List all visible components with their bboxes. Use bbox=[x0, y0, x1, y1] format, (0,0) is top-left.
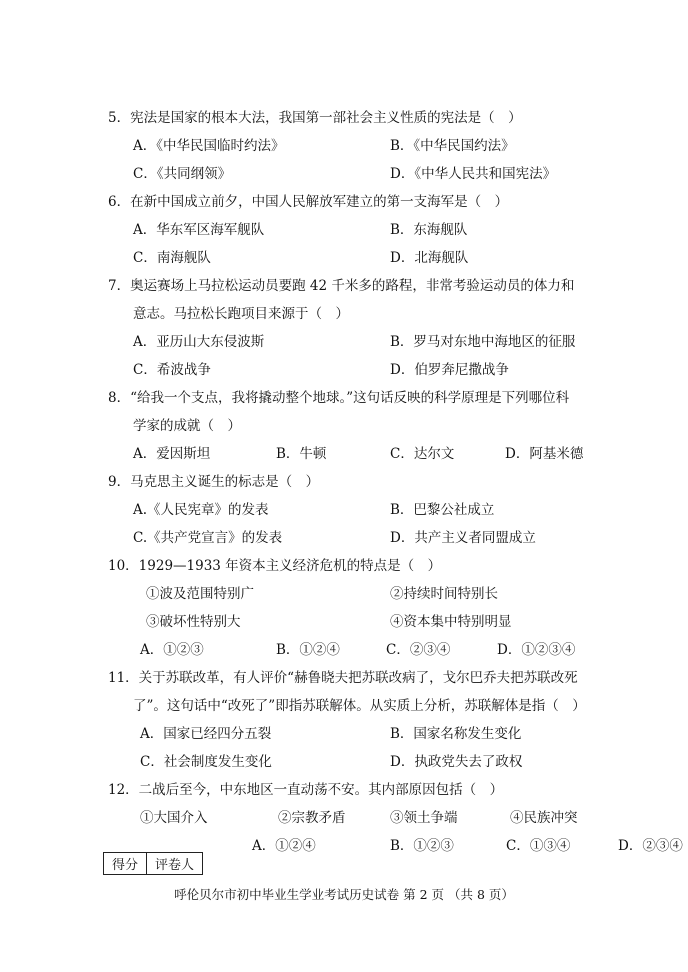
q10-item-2: ②持续时间特别长 bbox=[390, 586, 498, 602]
q12-option-d: D．②③④ bbox=[618, 838, 683, 854]
q8-option-d: D．阿基米德 bbox=[505, 446, 584, 462]
question-8-stem-line1: 8．“给我一个支点，我将撬动整个地球。”这句话反映的科学原理是下列哪位科 bbox=[108, 390, 570, 406]
q6-option-b: B．东海舰队 bbox=[390, 222, 468, 238]
q12-item-3: ③领土争端 bbox=[390, 810, 458, 826]
q12-option-a: A．①②④ bbox=[252, 838, 316, 854]
q12-option-b: B．①②③ bbox=[390, 838, 454, 854]
q7-option-a: A．亚历山大东侵波斯 bbox=[133, 334, 265, 350]
question-6-stem: 6．在新中国成立前夕，中国人民解放军建立的第一支海军是（ ） bbox=[108, 194, 509, 210]
q8-option-a: A．爱因斯坦 bbox=[133, 446, 211, 462]
q5-option-b: B．《中华民国约法》 bbox=[390, 138, 515, 154]
q6-option-c: C．南海舰队 bbox=[133, 250, 211, 266]
question-11-stem-line2: 了”。这句话中“改死了”即指苏联解体。从实质上分析，苏联解体是指（ ） bbox=[133, 698, 586, 714]
q10-option-d: D．①②③④ bbox=[497, 642, 576, 658]
q10-option-b: B．①②④ bbox=[276, 642, 340, 658]
q9-option-a: A.《人民宪章》的发表 bbox=[133, 502, 269, 518]
q10-option-a: A．①②③ bbox=[140, 642, 204, 658]
q12-item-2: ②宗教矛盾 bbox=[278, 810, 346, 826]
q11-option-a: A．国家已经四分五裂 bbox=[140, 726, 272, 742]
page-footer: 呼伦贝尔市初中毕业生学业考试历史试卷 第 2 页 （共 8 页） bbox=[174, 887, 514, 902]
question-9-stem: 9．马克思主义诞生的标志是（ ） bbox=[108, 474, 320, 490]
q12-item-1: ①大国介入 bbox=[140, 810, 208, 826]
q10-item-1: ①波及范围特别广 bbox=[146, 586, 254, 602]
q7-option-d: D．伯罗奔尼撒战争 bbox=[390, 362, 509, 378]
q9-option-d: D．共产主义者同盟成立 bbox=[390, 530, 536, 546]
q8-option-b: B．牛顿 bbox=[276, 446, 327, 462]
question-8-stem-line2: 学家的成就（ ） bbox=[133, 418, 241, 434]
question-7-stem-line1: 7．奥运赛场上马拉松运动员要跑 42 千米多的路程，非常考验运动员的体力和 bbox=[108, 278, 575, 294]
score-box bbox=[103, 852, 203, 875]
q11-option-b: B．国家名称发生变化 bbox=[390, 726, 522, 742]
grader-label: 评卷人 bbox=[147, 853, 203, 875]
question-7-stem-line2: 意志。马拉松长跑项目来源于（ ） bbox=[133, 306, 349, 322]
q5-option-a: A．《中华民国临时约法》 bbox=[133, 138, 285, 154]
score-label: 得分 bbox=[104, 853, 147, 875]
q7-option-c: C．希波战争 bbox=[133, 362, 211, 378]
question-10-stem: 10．1929—1933 年资本主义经济危机的特点是（ ） bbox=[108, 558, 442, 574]
question-5-stem: 5．宪法是国家的根本大法，我国第一部社会主义性质的宪法是（ ） bbox=[108, 110, 522, 126]
q5-option-c: C．《共同纲领》 bbox=[133, 166, 232, 182]
q9-option-b: B．巴黎公社成立 bbox=[390, 502, 495, 518]
q7-option-b: B．罗马对东地中海地区的征服 bbox=[390, 334, 576, 350]
q10-item-3: ③破坏性特别大 bbox=[146, 614, 241, 630]
question-11-stem-line1: 11．关于苏联改革，有人评价“赫鲁晓夫把苏联改病了，戈尔巴乔夫把苏联改死 bbox=[108, 670, 578, 686]
q12-item-4: ④民族冲突 bbox=[510, 810, 578, 826]
q8-option-c: C．达尔文 bbox=[390, 446, 455, 462]
q11-option-d: D．执政党失去了政权 bbox=[390, 754, 523, 770]
q6-option-d: D．北海舰队 bbox=[390, 250, 469, 266]
q10-item-4: ④资本集中特别明显 bbox=[390, 614, 512, 630]
q11-option-c: C．社会制度发生变化 bbox=[140, 754, 272, 770]
q5-option-d: D．《中华人民共和国宪法》 bbox=[390, 166, 557, 182]
question-12-stem: 12．二战后至今，中东地区一直动荡不安。其内部原因包括（ ） bbox=[108, 782, 504, 798]
q9-option-c: C.《共产党宣言》的发表 bbox=[133, 530, 283, 546]
q6-option-a: A．华东军区海军舰队 bbox=[133, 222, 265, 238]
q12-option-c: C．①③④ bbox=[506, 838, 571, 854]
q10-option-c: C．②③④ bbox=[386, 642, 451, 658]
